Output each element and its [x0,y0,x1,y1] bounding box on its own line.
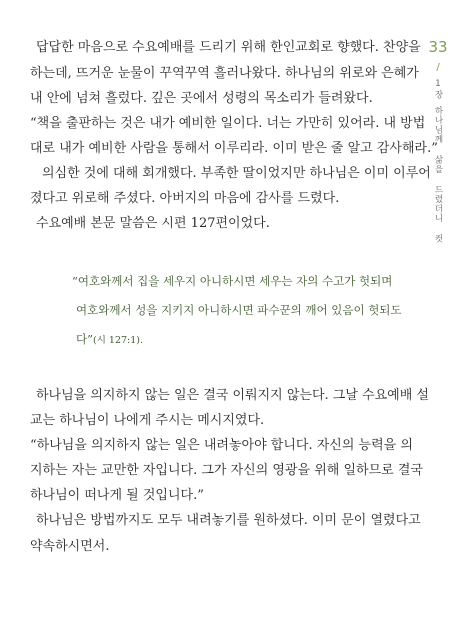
text-line: 답답한 마음으로 수요예배를 드리기 위해 한인교회로 향했다. 찬양을 [36,40,421,55]
text-line: 대로 내가 예비한 사람을 통해서 이루리라. 이미 받은 줄 알고 감사해라.” [30,141,438,156]
separator-slash: / [436,62,440,73]
quote-line: 여호와께서 성을 지키지 아니하시면 파수꾼의 깨어 있음이 헛되도 [76,303,402,317]
scripture-reference: (시 127:1). [93,335,144,346]
text-line: “하나님을 의지하지 않는 일은 내려놓아야 합니다. 자신의 능력을 의 [30,438,413,453]
text-line: 수요예배 본문 말씀은 시편 127편이었다. [36,216,270,231]
chapter-label: 1장 [433,79,443,100]
text-line: “책을 출판하는 것은 내가 예비한 일이다. 너는 가만히 있어라. 내 방법 [30,116,426,131]
page-sidebar [426,38,450,243]
text-line: 약속하시면서. [30,539,110,554]
text-line: 졌다고 위로해 주셨다. 아버지의 마음에 감사를 드렸다. [30,191,340,206]
text-line: 의심한 것에 대해 회개했다. 부족한 딸이었지만 하나님은 이미 이루어 [42,166,431,181]
text-line: 교는 하나님이 나에게 주시는 메시지였다. [30,413,265,428]
text-line: 하나님이 떠나게 될 것입니다.” [30,488,204,503]
text-line: 내 안에 넘쳐 흘렀다. 깊은 곳에서 성령의 목소리가 들려왔다. [30,91,373,106]
text-line: 하는데, 뜨거운 눈물이 꾸역꾸역 흘러나왔다. 하나님의 위로와 은혜가 [30,66,419,81]
page-number: 33 [428,38,448,56]
text-line: 하나님은 방법까지도 모두 내려놓기를 원하셨다. 이미 문이 열렸다고 [36,513,421,528]
quote-line: “여호와께서 집을 세우지 아니하시면 세우는 자의 수고가 헛되며 [72,274,393,288]
text-line: 하나님을 의지하지 않는 일은 결국 이뤄지지 않는다. 그날 수요예배 설 [36,388,429,403]
quote-line-end: 다” [76,332,93,346]
text-line: 지하는 자는 교만한 자입니다. 그가 자신의 영광을 위해 일하므로 결국 [30,463,423,478]
chapter-title: 하나님께 삶을 드렸더니 컷 [433,105,443,243]
quote-line [76,331,143,347]
